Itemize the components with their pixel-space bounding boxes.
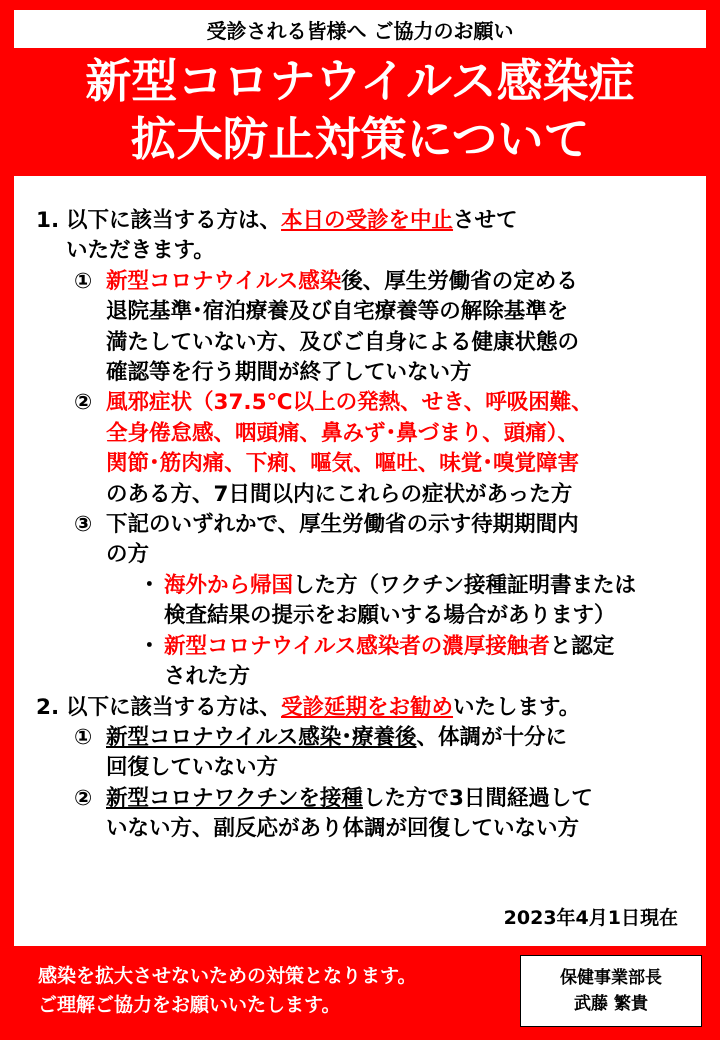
section-2 bbox=[36, 693, 696, 723]
section-2-item-1 bbox=[74, 723, 696, 784]
section-1-number: 1. bbox=[36, 208, 60, 233]
section-1-item-1 bbox=[74, 267, 696, 389]
item-marker: ② bbox=[74, 785, 93, 811]
section-2-number: 2. bbox=[36, 694, 60, 720]
item-2-text: のある方、7日間以内にこれらの症状があった方 bbox=[106, 481, 573, 507]
s2-item-2-text-a: した方で3日間経過して bbox=[362, 785, 593, 811]
section-2-intro-b: いたします。 bbox=[453, 694, 581, 720]
section-1-item-3-sub-1 bbox=[144, 571, 696, 632]
sub-1-text-b: 検査結果の提示をお願いする場合があります） bbox=[164, 603, 616, 629]
item-2-red-c: 関節･筋肉痛、下痢、嘔気、嘔吐、味覚･嗅覚障害 bbox=[106, 451, 580, 477]
item-1-text-c: 満たしていない方、及びご自身による健康状態の bbox=[106, 329, 580, 355]
section-2-intro-a: 以下に該当する方は、 bbox=[66, 694, 282, 720]
item-2-red-a: 風邪症状（37.5℃以上の発熱、せき、呼吸困難、 bbox=[106, 390, 593, 416]
item-1-text-b: 退院基準･宿泊療養及び自宅療養等の解除基準を bbox=[106, 299, 569, 325]
item-1-text-a: 後、厚生労働省の定める bbox=[341, 268, 578, 294]
notice-panel bbox=[14, 176, 706, 946]
section-1-item-3-sub-2 bbox=[144, 632, 696, 693]
sub-1-text-a: した方（ワクチン接種証明書または bbox=[293, 572, 636, 598]
bullet-marker: ･ bbox=[144, 633, 155, 659]
subtitle-box bbox=[14, 10, 706, 48]
s2-item-1-underlined: 新型コロナウイルス感染･療養後 bbox=[106, 724, 417, 750]
section-1-intro-c: いただきます。 bbox=[66, 238, 215, 264]
signer-title: 保健事業部長 bbox=[560, 968, 662, 988]
section-2-item-2 bbox=[74, 784, 696, 845]
item-marker: ② bbox=[74, 390, 93, 416]
section-2-emphasis: 受診延期をお勧め bbox=[281, 694, 454, 720]
s2-item-2-text-b: いない方、副反応があり体調が回復していない方 bbox=[106, 816, 580, 842]
s2-item-1-text-b: 回復していない方 bbox=[106, 755, 279, 781]
footer-message-line-1: 感染を拡大させないための対策となります。 bbox=[38, 965, 417, 987]
section-1-item-2 bbox=[74, 388, 696, 510]
page-title bbox=[0, 52, 720, 168]
sub-2-text-a: と認定 bbox=[549, 633, 615, 659]
signature-box bbox=[520, 955, 702, 1027]
item-1-red: 新型コロナウイルス感染 bbox=[106, 268, 342, 294]
sub-2-red: 新型コロナウイルス感染者の濃厚接触者 bbox=[164, 633, 550, 659]
sub-1-red: 海外から帰国 bbox=[164, 572, 294, 598]
signer-name: 武藤 繁貴 bbox=[574, 994, 648, 1014]
footer-message-line-2: ご理解ご協力をお願いいたします。 bbox=[38, 994, 341, 1016]
section-1-item-3 bbox=[74, 510, 696, 571]
section-2-intro bbox=[66, 693, 696, 723]
title-line-1: 新型コロナウイルス感染症 bbox=[85, 54, 635, 108]
item-marker: ① bbox=[74, 724, 93, 750]
section-1-intro-a: 以下に該当する方は、 bbox=[66, 208, 282, 233]
bullet-marker: ･ bbox=[144, 572, 155, 598]
section-1-intro bbox=[66, 206, 696, 236]
item-2-red-b: 全身倦怠感、咽頭痛、鼻みず･鼻づまり、頭痛）、 bbox=[106, 420, 580, 446]
item-marker: ① bbox=[74, 268, 93, 294]
footer-message bbox=[38, 962, 416, 1020]
issue-date: 2023年4月1日現在 bbox=[503, 907, 678, 929]
item-3-text-b: の方 bbox=[106, 542, 150, 568]
section-1-intro-b: させて bbox=[453, 208, 518, 233]
item-marker: ③ bbox=[74, 512, 93, 538]
title-line-2: 拡大防止対策について bbox=[130, 112, 590, 166]
item-3-text-a: 下記のいずれかで、厚生労働省の示す待期期間内 bbox=[106, 512, 579, 538]
section-1-emphasis: 本日の受診を中止 bbox=[281, 208, 454, 233]
section-1 bbox=[36, 206, 696, 267]
item-1-text-d: 確認等を行う期間が終了していない方 bbox=[106, 360, 472, 386]
subtitle: 受診される皆様へ ご協力のお願い bbox=[206, 18, 514, 43]
s2-item-2-underlined: 新型コロナワクチンを接種 bbox=[106, 785, 363, 811]
s2-item-1-text-a: 、体調が十分に bbox=[416, 724, 567, 750]
sub-2-text-b: された方 bbox=[164, 664, 251, 690]
